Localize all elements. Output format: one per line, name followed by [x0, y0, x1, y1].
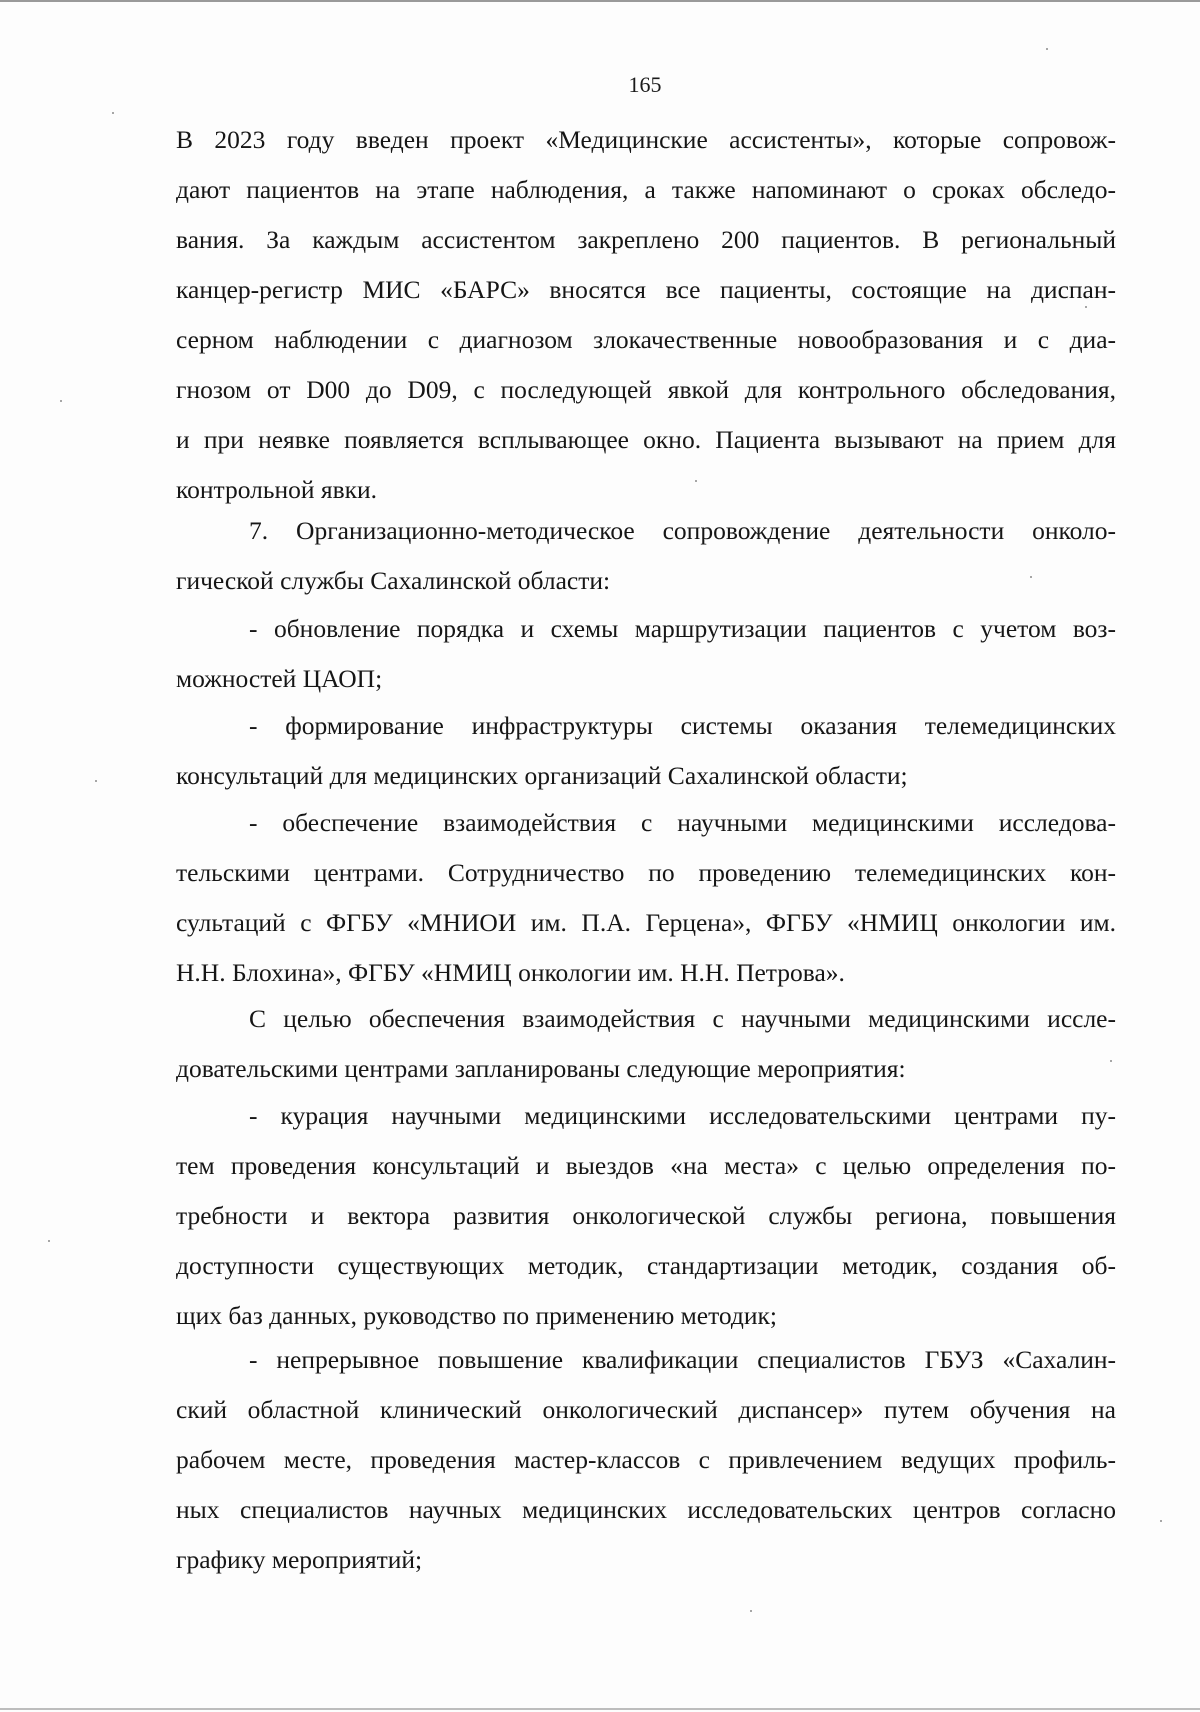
paragraph-medical-assistants [176, 115, 1116, 515]
text-line: консультаций для медицинских организаций Сахалинской области; [176, 761, 908, 790]
text-line: - непрерывное повышение квалификации специалистов ГБУЗ «Сахалин- [249, 1345, 1116, 1374]
text-line: - формирование инфраструктуры системы оказания телемедицинских [249, 711, 1116, 740]
scan-speck [695, 480, 697, 482]
text-line: 7. Организационно-методическое сопровождение деятельности онколо- [249, 516, 1116, 545]
scan-speck [1160, 1520, 1162, 1522]
text-line: контрольной явки. [176, 475, 378, 504]
text-line: канцер-регистр МИС «БАРС» вносятся все пациенты, состоящие на диспан- [176, 275, 1116, 304]
text-line: серном наблюдении с диагнозом злокачественные новообразования и с диа- [176, 325, 1116, 354]
text-line: сультаций с ФГБУ «МНИОИ им. П.А. Герцена», ФГБУ «НМИЦ онкологии им. [176, 908, 1116, 937]
text-line: требности и вектора развития онкологической службы региона, повышения [176, 1201, 1116, 1230]
paragraph-planned-activities [176, 994, 1116, 1094]
scan-speck [1085, 306, 1087, 308]
text-line: ский областной клинический онкологический диспансер» путем обучения на [176, 1395, 1116, 1424]
text-line: вания. За каждым ассистентом закреплено 200 пациентов. В региональный [176, 225, 1116, 254]
scan-speck [95, 780, 97, 782]
paragraph-telemedicine-infrastructure [176, 701, 1116, 801]
text-line: и при неявке появляется всплывающее окно. Пациента вызывают на прием для [176, 425, 1116, 454]
text-line: тем проведения консультаций и выездов «на места» с целью определения по- [176, 1151, 1116, 1180]
scan-speck [48, 1240, 50, 1242]
text-line: тельскими центрами. Сотрудничество по проведению телемедицинских кон- [176, 858, 1116, 887]
scan-speck [1046, 48, 1048, 50]
paragraph-routing-update [176, 604, 1116, 704]
paragraph-curation [176, 1091, 1116, 1341]
text-line: - обновление порядка и схемы маршрутизации пациентов с учетом воз- [249, 614, 1116, 643]
paragraph-item-7 [176, 506, 1116, 606]
text-line: дают пациентов на этапе наблюдения, а также напоминают о сроках обследо- [176, 175, 1116, 204]
page-number: 165 [628, 72, 662, 97]
text-line: - курация научными медицинскими исследовательскими центрами пу- [249, 1101, 1116, 1130]
text-line: С целью обеспечения взаимодействия с научными медицинскими иссле- [249, 1004, 1116, 1033]
text-line: ных специалистов научных медицинских исследовательских центров согласно [176, 1495, 1116, 1524]
text-line: графику мероприятий; [176, 1545, 423, 1574]
text-line: довательскими центрами запланированы следующие мероприятия: [176, 1054, 906, 1083]
scan-speck [750, 1610, 752, 1612]
text-line: щих баз данных, руководство по применению методик; [176, 1301, 778, 1330]
text-line: можностей ЦАОП; [176, 664, 383, 693]
text-line: Н.Н. Блохина», ФГБУ «НМИЦ онкологии им. Н.Н. Петрова». [176, 958, 845, 987]
text-line: доступности существующих методик, стандартизации методик, создания об- [176, 1251, 1116, 1280]
text-line: - обеспечение взаимодействия с научными медицинскими исследова- [249, 808, 1116, 837]
text-line: В 2023 году введен проект «Медицинские ассистенты», которые сопровож- [176, 125, 1116, 154]
scan-speck [60, 400, 62, 402]
text-line: гнозом от D00 до D09, с последующей явкой для контрольного обследования, [176, 375, 1116, 404]
scan-speck [112, 112, 114, 114]
scan-speck [1030, 576, 1032, 578]
text-line: рабочем месте, проведения мастер-классов с привлечением ведущих профиль- [176, 1445, 1116, 1474]
scan-edge-bottom [0, 1708, 1200, 1710]
paragraph-qualification [176, 1335, 1116, 1585]
scan-edge-top [0, 0, 1200, 2]
paragraph-research-centers-cooperation [176, 798, 1116, 998]
text-line: гической службы Сахалинской области: [176, 566, 611, 595]
scan-speck [1110, 1060, 1112, 1062]
